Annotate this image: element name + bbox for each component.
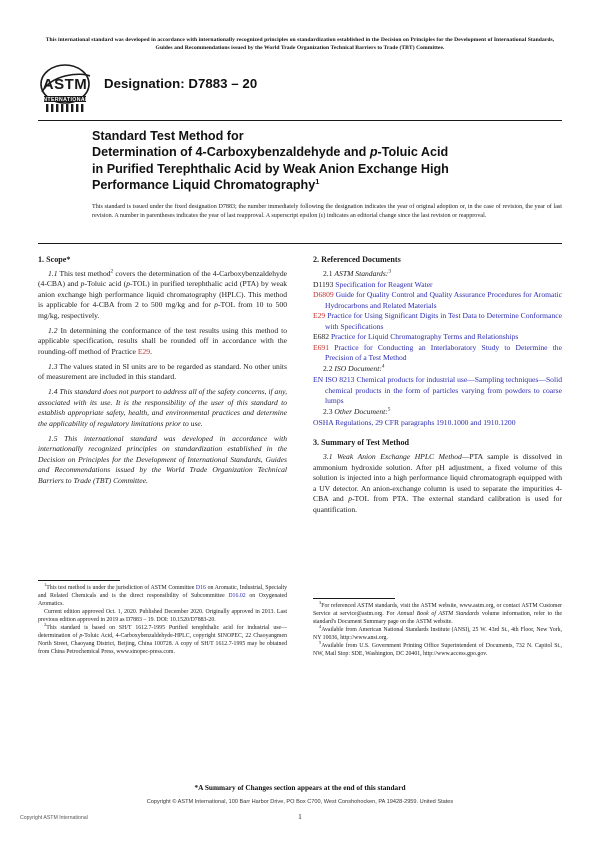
subsection-2-1 (313, 269, 562, 280)
footnote-1 (38, 584, 287, 608)
reference-title[interactable]: Guide for Quality Control and Quality Assurance Procedures for Aromatic Hydrocarbons and Related Materials (325, 290, 563, 310)
footnote-3-italic: Annual Book of ASTM Standards (397, 611, 480, 617)
para-1-1-text-b: covers the determination of the 4-Carboxybenzaldehyde (4-CBA) and (38, 268, 288, 289)
subsection-label-other-document: Other Document: (334, 406, 388, 416)
tbt-header-note: This international standard was developed in accordance with internationally recognized principles on standardization established in the Decision on Principles for the Development of International Standards, Guides and Recommendations issued by the World Trade Organization Technical Barriers to Trade (TBT) Committee. (45, 37, 555, 52)
reference-id[interactable]: E691 (313, 342, 330, 352)
right-column (313, 254, 562, 520)
subsection-2-1-footnote-ref: 3 (388, 267, 392, 274)
footnote-5 (313, 642, 562, 658)
reference-title[interactable]: Practice for Using Significant Digits in Test Data to Determine Conformance with Specifications (325, 311, 562, 331)
para-1-4-text: This standard does not purport to address all of the safety concerns, if any, associated with its use. It is the responsibility of the user of this standard to establish appropriate safety, health, and environmental practices and determine the applicability of regulatory limitations prior to use. (38, 387, 287, 428)
footnotes-left (38, 584, 287, 656)
subsection-number-2-3: 2.3 (323, 406, 333, 416)
para-1-1-italic-p2: p (126, 279, 130, 289)
reference-title[interactable]: Specification for Reagent Water (335, 279, 433, 289)
footnote-2-text-b: -Toluic Acid, 4-Carboxybenzaldehyde-HPLC, copyright SINOPEC, 22 Chaoyangmen North Street, Chaoyang District, Beijing, China 100728. A copy of SH/T 1612.7-1995 may be obtained from China Petrochemical Press, www.sinopec-press.com. (38, 633, 287, 655)
paragraph-1-5 (38, 434, 287, 487)
page-title (92, 128, 562, 194)
link-practice-e29[interactable]: E29 (137, 346, 151, 356)
para-1-5-text: This international standard was developed in accordance with internationally recognized principles on standardization established in the Decision on Principles for the Development of International Standards, Guides and Recommendations issued by the World Trade Organization Technical Barriers to Trade (TBT) Committee. (38, 433, 287, 485)
copyright-line: Copyright © ASTM International, 100 Barr Harbor Drive, PO Box C700, West Conshohocken, PA 19428-2959. United States (146, 799, 454, 805)
footnote-5-marker: 5 (319, 640, 322, 646)
para-3-1-text-2: -TOL from PTA. The external standard calibration is used for quantification. (313, 494, 562, 514)
footnote-1-marker: 1 (44, 582, 47, 588)
footnote-1-text-b: on Aromatic, Industrial, Specialty and Related Chemicals and is the direct responsibility of Subcommittee (38, 585, 287, 599)
title-line-2-italic: p (369, 145, 378, 160)
para-1-1-italic-p1: p (80, 279, 85, 289)
para-number-1-5: 1.5 (48, 433, 58, 443)
reference-title[interactable]: Practice for Conducting an Interlaboratory Study to Determine the Precision of a Test Method (325, 342, 562, 363)
para-1-1-text-c: -Toluic acid ( (84, 279, 127, 289)
reference-item[interactable] (313, 311, 562, 332)
summary-of-changes-note: *A Summary of Changes section appears at the end of this standard (194, 783, 406, 792)
reference-id[interactable]: E682 (313, 332, 330, 342)
header-divider-top (38, 120, 562, 121)
footnote-2-text-a: This standard is based on SH/T 1612.7-1995 Purified terephthalic acid for industrial use—determination of (38, 625, 287, 639)
footnote-1-edition: Current edition approved Oct. 1, 2020. Published December 2020. Originally approved in 2013. Last previous edition approved in 2019 as D7883 – 19. DOI: 10.1520/D7883-20. (38, 609, 287, 623)
para-1-1-text-e: -TOL from 10 to 500 mg/kg, respectively. (38, 300, 287, 320)
footnote-4-text: Available from American National Standards Institute (ANSI), 25 W. 43rd St., 4th Floor, New York, NY 10036, http://www.ansi.org. (313, 627, 562, 641)
reference-title[interactable]: Practice for Liquid Chromatography Terms and Relationships (330, 332, 519, 342)
footnote-2-marker: 2 (44, 622, 47, 628)
footer-copyright-label: Copyright ASTM International (20, 815, 88, 821)
astm-logo-icon (38, 62, 94, 116)
footnotes-right (313, 602, 562, 658)
designation-label: Designation: D7883 – 20 (104, 76, 258, 91)
reference-id[interactable]: D6809 (313, 290, 334, 300)
para-1-1-italic-p3: p (214, 300, 218, 310)
section-heading-scope: 1. Scope* (38, 255, 71, 264)
left-column (38, 254, 287, 491)
para-3-1-italic-lead: Weak Anion Exchange HPLC Method (337, 451, 462, 461)
svg-text:ASTM: ASTM (42, 76, 88, 93)
subsection-label-astm-standards: ASTM Standards: (334, 268, 389, 278)
para-1-1-text-d: -TOL) in purified terephthalic acid (PTA) by weak anion exchange high performance liquid chromatography (HPLC). This method is applicable for 4-CBA from 2 to 500 mg/kg and for (38, 279, 287, 310)
paragraph-1-2 (38, 326, 287, 358)
section-heading-referenced-documents: 2. Referenced Documents (313, 255, 401, 264)
issued-under-note: This standard is issued under the fixed designation D7883; the number immediately following the designation indicates the year of original adoption or, in the case of revision, the year of last revision. A number in parentheses indicates the year of last reapproval. A superscript epsilon (ε) indicates an editorial change since the last revision or reapproval. (92, 204, 562, 219)
reference-item[interactable] (313, 332, 562, 343)
footnote-3-text-b: volume information, refer to the standard's Document Summary page on the ASTM website. (313, 611, 562, 625)
designation-row (38, 62, 562, 118)
subsection-2-3 (313, 407, 562, 418)
reference-id[interactable]: D1193 (313, 279, 334, 289)
reference-id[interactable]: E29 (313, 311, 326, 321)
subsection-number-2-2: 2.2 (323, 364, 333, 374)
footnote-divider-left (38, 580, 120, 581)
footnote-2-italic-p: p (79, 633, 83, 639)
title-line-1: Standard Test Method for (92, 129, 244, 143)
svg-text:INTERNATIONAL: INTERNATIONAL (41, 97, 89, 104)
para-number-1-3: 1.3 (48, 361, 58, 371)
subsection-2-3-footnote-ref: 5 (387, 406, 391, 413)
para-number-3-1: 3.1 (323, 451, 333, 461)
para-1-1-text-a: This test method (59, 268, 111, 278)
subsection-2-2 (313, 364, 562, 375)
section-heading-summary-of-test-method: 3. Summary of Test Method (313, 438, 410, 448)
paragraph-1-3 (38, 362, 287, 383)
page-number: 1 (298, 812, 302, 821)
reference-item-iso[interactable]: EN ISO 8213 Chemical products for industrial use—Sampling techniques—Solid chemical products in the form of particles varying from powders to coarse lumps (313, 375, 562, 406)
footnote-3-marker: 3 (319, 600, 322, 606)
reference-item-osha[interactable]: OSHA Regulations, 29 CFR paragraphs 1910.1000 and 1910.1200 (313, 417, 516, 427)
header-divider-bottom (38, 243, 562, 244)
link-subcommittee-d1602[interactable]: D16.02 (228, 593, 246, 599)
title-line-4: Performance Liquid Chromatography (92, 178, 316, 193)
para-1-2-period: . (150, 346, 152, 356)
reference-item[interactable] (313, 343, 562, 364)
title-line-2-pre: Determination of 4-Carboxybenzaldehyde and (92, 145, 370, 160)
para-1-1-footnote-ref: 2 (110, 267, 114, 274)
footnote-3-text-a: For referenced ASTM standards, visit the ASTM website, www.astm.org, or contact ASTM Customer Service at service@astm.org. For (313, 603, 562, 617)
paragraph-1-4 (38, 387, 287, 429)
footnote-5-text: Available from U.S. Government Printing Office Superintendent of Documents, 732 N. Capitol St., NW, Mail Stop: SDE, Washington, DC 20401, http://www.access.gpo.gov. (313, 643, 562, 657)
link-committee-d16[interactable]: D16 (195, 585, 206, 591)
para-number-1-4: 1.4 (48, 387, 58, 397)
para-number-1-2: 1.2 (48, 325, 58, 335)
footnote-4-marker: 4 (319, 624, 322, 630)
paragraph-1-1 (38, 269, 287, 322)
subsection-number-2-1: 2.1 (323, 268, 333, 278)
para-1-2-text: In determining the conformance of the test results using this method to applicable specification, results shall be rounded off in accordance with the rounding-off method of Practice (38, 325, 287, 356)
para-3-1-italic-p: p (348, 494, 352, 504)
footnote-3 (313, 602, 562, 626)
reference-item[interactable] (313, 280, 562, 291)
footnote-1-text-c: on Oxygenated Aromatics. (38, 593, 288, 607)
para-number-1-1: 1.1 (48, 268, 58, 278)
para-3-1-text: —PTA sample is dissolved in ammonium hydroxide solution. After pH adjustment, a fixed volume of this solution is injected into a high performance liquid chromatograph equipped with a UV detector. An anion-exchange column is used to separate the impurities 4-CBA and (313, 451, 562, 504)
reference-item[interactable] (313, 290, 562, 311)
subsection-2-2-footnote-ref: 4 (381, 363, 385, 370)
footnote-2 (38, 624, 287, 656)
paragraph-3-1 (313, 452, 562, 515)
footnote-divider-right (313, 598, 395, 599)
title-footnote-marker: 1 (315, 177, 320, 187)
para-1-3-text: The values stated in SI units are to be regarded as standard. No other units of measurement are included in this standard. (38, 361, 287, 382)
title-line-2-post: -Toluic Acid (377, 145, 449, 160)
subsection-label-iso-document: ISO Document: (334, 364, 382, 374)
title-line-3: in Purified Terephthalic Acid by Weak Anion Exchange High (92, 161, 449, 176)
footnote-4 (313, 626, 562, 642)
footnote-1-text-a: This test method is under the jurisdiction of ASTM Committee (46, 585, 196, 591)
